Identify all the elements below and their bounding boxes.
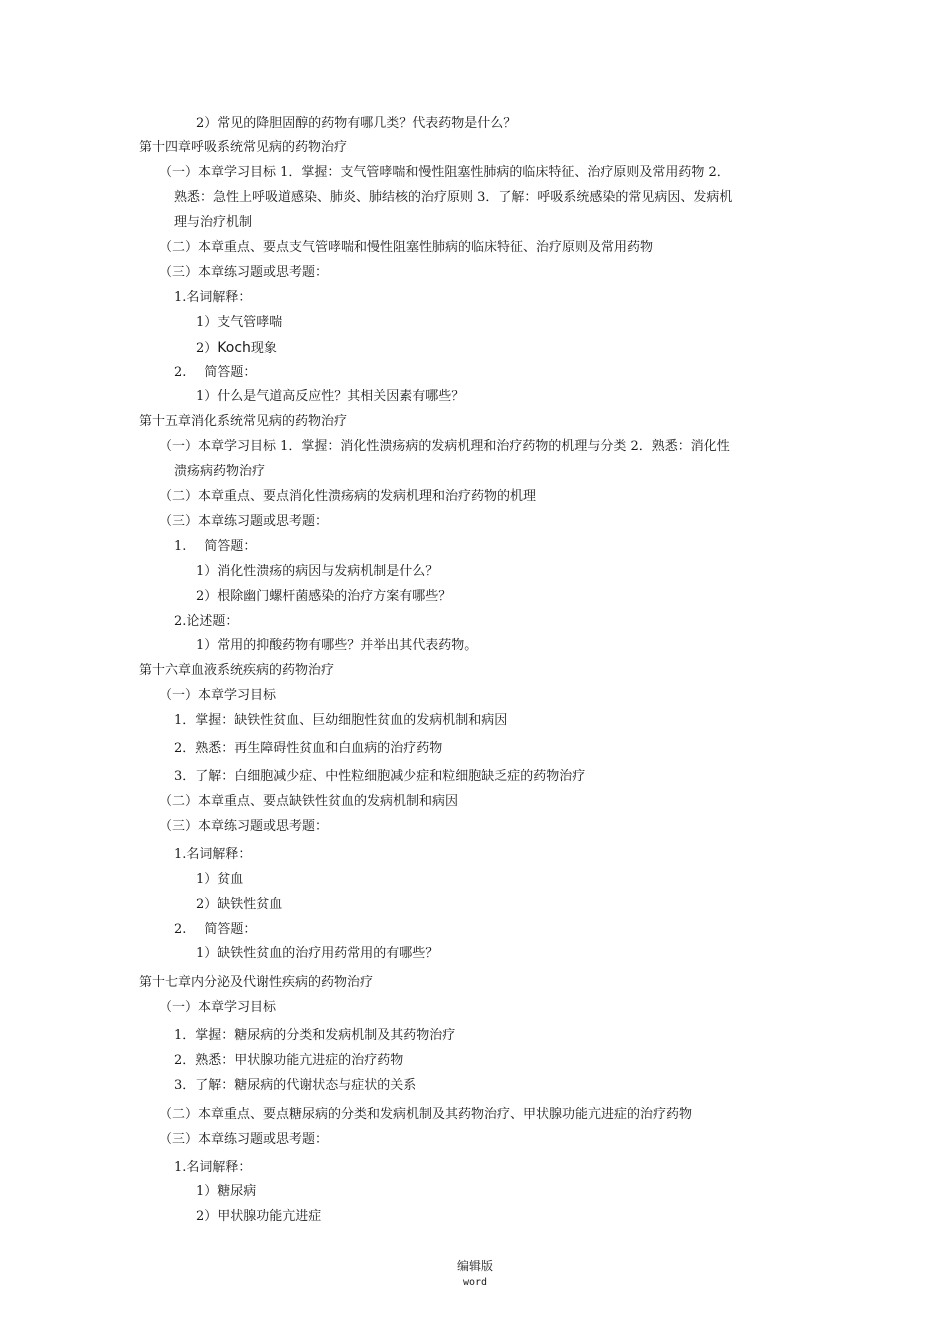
text-line: 2.论述题： xyxy=(174,614,239,629)
text-line: 1）贫血 xyxy=(196,872,244,887)
text-line xyxy=(174,921,256,939)
text-line: 2）甲状腺功能亢进症 xyxy=(196,1209,322,1224)
text-line: 1．掌握：缺铁性贫血、巨幼细胞性贫血的发病机制和病因 xyxy=(174,713,508,728)
text-line: 理与治疗机制 xyxy=(174,215,253,230)
text-line: （三）本章练习题或思考题： xyxy=(159,1132,329,1147)
text-line: 2．熟悉：甲状腺功能亢进症的治疗药物 xyxy=(174,1053,404,1068)
text-line xyxy=(174,364,256,382)
text-line: 1.名词解释： xyxy=(174,847,252,862)
chapter-heading: 第十七章内分泌及代谢性疾病的药物治疗 xyxy=(139,975,374,990)
text-line: 溃疡病药物治疗 xyxy=(174,464,266,479)
chapter-heading: 第十四章呼吸系统常见病的药物治疗 xyxy=(139,140,348,155)
list-number: 1. xyxy=(174,539,187,554)
list-number: 2） xyxy=(196,341,218,356)
term-koch: Koch xyxy=(217,340,251,356)
chapter-heading: 第十五章消化系统常见病的药物治疗 xyxy=(139,414,348,429)
list-label: 简答题： xyxy=(204,365,257,380)
footer-label: 编辑版 xyxy=(456,1259,493,1273)
text-line: 1）缺铁性贫血的治疗用药常用的有哪些？ xyxy=(196,946,439,961)
text-line: （二）本章重点、要点缺铁性贫血的发病机制和病因 xyxy=(159,794,459,809)
text-line: 熟悉：急性上呼吸道感染、肺炎、肺结核的治疗原则 3．了解：呼吸系统感染的常见病因、发病机 xyxy=(174,190,733,205)
list-number: 2. xyxy=(174,365,187,380)
text-line: 1）支气管哮喘 xyxy=(196,315,283,330)
list-label: 简答题： xyxy=(204,922,257,937)
text-line: （二）本章重点、要点消化性溃疡病的发病机理和治疗药物的机理 xyxy=(159,489,537,504)
text-line: 1．掌握：糖尿病的分类和发病机制及其药物治疗 xyxy=(174,1028,456,1043)
text-line xyxy=(174,538,256,556)
text-line: （一）本章学习目标 1．掌握：消化性溃疡病的发病机理和治疗药物的机理与分类 2．熟悉：消化性 xyxy=(159,439,730,454)
text-line: 1）常用的抑酸药物有哪些？并举出其代表药物。 xyxy=(196,638,478,653)
term-suffix: 现象 xyxy=(250,341,277,356)
text-line: （一）本章学习目标 xyxy=(159,688,277,703)
text-line: 1）什么是气道高反应性？其相关因素有哪些？ xyxy=(196,389,465,404)
text-line: （二）本章重点、要点糖尿病的分类和发病机制及其药物治疗、甲状腺功能亢进症的治疗药物 xyxy=(159,1107,693,1122)
text-line: （一）本章学习目标 1．掌握：支气管哮喘和慢性阻塞性肺病的临床特征、治疗原则及常用药物 2． xyxy=(159,165,730,180)
text-line: 1）消化性溃疡的病因与发病机制是什么？ xyxy=(196,564,439,579)
text-line: （二）本章重点、要点支气管哮喘和慢性阻塞性肺病的临床特征、治疗原则及常用药物 xyxy=(159,240,654,255)
text-line: 3．了解：白细胞减少症、中性粒细胞减少症和粒细胞缺乏症的药物治疗 xyxy=(174,769,586,784)
text-line: （一）本章学习目标 xyxy=(159,1000,277,1015)
text-line: 1）糖尿病 xyxy=(196,1184,257,1199)
list-number: 2. xyxy=(174,922,187,937)
text-line: （三）本章练习题或思考题： xyxy=(159,819,329,834)
footer-sublabel: word xyxy=(462,1277,488,1288)
text-line: （三）本章练习题或思考题： xyxy=(159,265,329,280)
text-line: 2）缺铁性贫血 xyxy=(196,897,283,912)
text-line: 2）常见的降胆固醇的药物有哪几类？代表药物是什么？ xyxy=(196,116,517,131)
text-line: 2．熟悉：再生障碍性贫血和白血病的治疗药物 xyxy=(174,741,443,756)
text-line: 1.名词解释： xyxy=(174,290,252,305)
text-line: 2）根除幽门螺杆菌感染的治疗方案有哪些？ xyxy=(196,589,452,604)
text-line: 1.名词解释： xyxy=(174,1160,252,1175)
chapter-heading: 第十六章血液系统疾病的药物治疗 xyxy=(139,663,335,678)
text-line xyxy=(196,339,277,358)
list-label: 简答题： xyxy=(204,539,257,554)
text-line: 3．了解：糖尿病的代谢状态与症状的关系 xyxy=(174,1078,417,1093)
text-line: （三）本章练习题或思考题： xyxy=(159,514,329,529)
